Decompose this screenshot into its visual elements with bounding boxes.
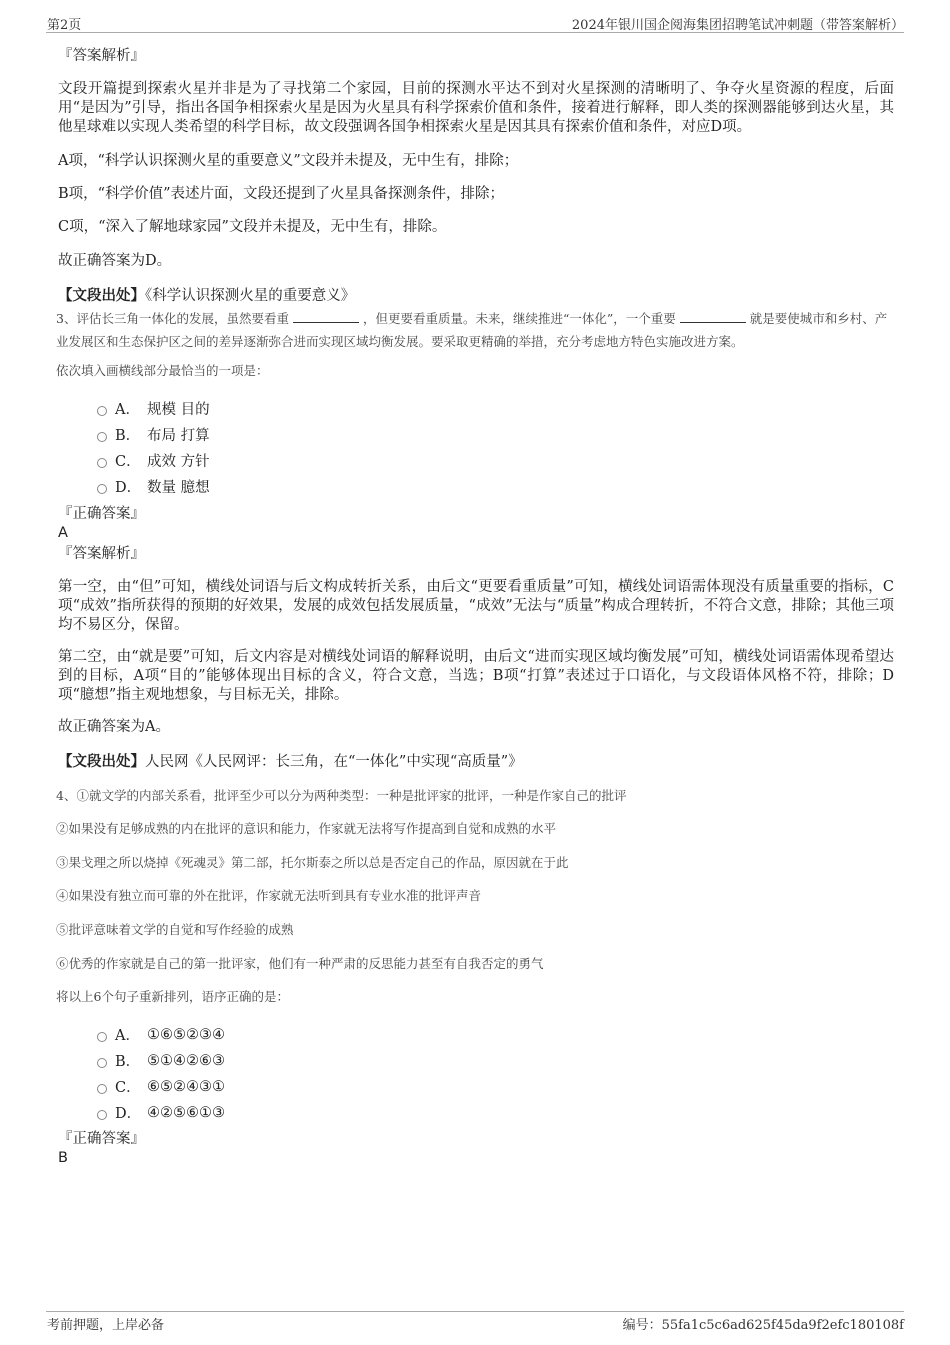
q3-source-text: 人民网《人民网评：长三角，在“一体化”中实现“高质量”》	[145, 754, 523, 770]
q3-option-a[interactable]	[97, 398, 210, 419]
q4-option-d[interactable]	[97, 1102, 225, 1123]
radio-icon[interactable]	[97, 484, 107, 494]
q4-option-d-text: ④②⑤⑥①③	[147, 1104, 225, 1121]
q4-option-b[interactable]	[97, 1050, 225, 1071]
q3-option-b[interactable]	[97, 424, 210, 445]
q4-option-b-letter: B．	[115, 1054, 141, 1070]
q3-option-d-letter: D．	[115, 480, 142, 496]
q3-option-b-text: 布局 打算	[147, 428, 210, 444]
q3-blank-1	[293, 310, 359, 323]
q3-option-a-letter: A．	[115, 402, 140, 418]
q3-conclusion: 故正确答案为A。	[58, 719, 170, 735]
q2-source	[58, 286, 355, 306]
q4-option-b-text: ⑤①④②⑥③	[147, 1052, 225, 1069]
q2-analysis-label: 『答案解析』	[58, 48, 145, 64]
q2-conclusion: 故正确答案为D。	[58, 253, 172, 269]
q3-option-a-text: 规模 目的	[147, 402, 210, 418]
q3-option-c-text: 成效 方针	[147, 454, 210, 470]
q3-answer-label: 『正确答案』	[58, 506, 145, 522]
q3-stem-part2: ，但更要看重质量。未来，继续推进“一体化”，一个重要	[362, 311, 676, 326]
radio-icon[interactable]	[97, 1032, 107, 1042]
q4-option-a[interactable]	[97, 1024, 225, 1045]
radio-icon[interactable]	[97, 458, 107, 468]
q4-option-c-text: ⑥⑤②④③①	[147, 1078, 225, 1095]
q2-source-text: 《科学认识探测火星的重要意义》	[145, 288, 356, 304]
q4-sentence-6: ⑥优秀的作家就是自己的第一批评家，他们有一种严肃的反思能力甚至有自我否定的勇气	[56, 956, 544, 971]
radio-icon[interactable]	[97, 1110, 107, 1120]
q3-blank-2	[680, 310, 746, 323]
q4-option-a-text: ①⑥⑤②③④	[147, 1026, 225, 1043]
q4-option-d-letter: D．	[115, 1106, 142, 1122]
q3-option-d-text: 数量 臆想	[147, 480, 210, 496]
q3-stem-part1: 3、评估长三角一体化的发展，虽然要看重	[56, 311, 289, 326]
q4-option-c-letter: C．	[115, 1080, 141, 1096]
q3-prompt: 依次填入画横线部分最恰当的一项是：	[56, 363, 269, 378]
q3-answer: A	[58, 525, 68, 541]
q4-sentence-2: ②如果没有足够成熟的内在批评的意识和能力，作家就无法将写作提高到自觉和成熟的水平	[56, 821, 557, 836]
q4-answer-label: 『正确答案』	[58, 1131, 145, 1147]
header-divider	[46, 32, 904, 33]
q3-source-label: 【文段出处】	[58, 753, 145, 770]
q4-sentence-1: 4、①就文学的内部关系看，批评至少可以分为两种类型：一种是批评家的批评，一种是作家自己的批评	[56, 788, 627, 803]
q3-analysis-p2: 第二空，由“就是要”可知，后文内容是对横线处词语的解释说明，由后文“进而实现区域均衡发展”可知，横线处词语需体现希望达到的目标，A项“目的”能够体现出目标的含义，符合文意，当选；B项“打算”表述过于口语化，与文段语体风格不符，排除；D项“臆想”指主观地想象，与目标无关，排除。	[58, 649, 894, 703]
q3-option-c[interactable]	[97, 450, 210, 471]
radio-icon[interactable]	[97, 1084, 107, 1094]
q4-option-a-letter: A．	[115, 1028, 140, 1044]
q4-sentence-5: ⑤批评意味着文学的自觉和写作经验的成熟	[56, 922, 294, 937]
q3-stem	[56, 307, 896, 353]
q3-source	[58, 752, 523, 772]
q4-option-c[interactable]	[97, 1076, 225, 1097]
document-title: 2024年银川国企阅海集团招聘笔试冲刺题（带答案解析）	[571, 18, 904, 33]
q4-sentence-4: ④如果没有独立而可靠的外在批评，作家就无法听到具有专业水准的批评声音	[56, 888, 482, 903]
q4-answer: B	[58, 1150, 68, 1166]
q3-analysis-p1: 第一空，由“但”可知，横线处词语与后文构成转折关系，由后文“更要看重质量”可知，横线处词语需体现没有质量重要的指标，C项“成效”指所获得的预期的好效果，发展的成效包括发展质量，“成效”无法与“质量”构成合理转折，不符合文意，排除；其他三项均不易区分，保留。	[58, 579, 894, 633]
page-number: 第2页	[47, 18, 82, 33]
footer-slogan: 考前押题，上岸必备	[47, 1318, 165, 1333]
q2-option-c-note: C项，“深入了解地球家园”文段并未提及，无中生有，排除。	[58, 219, 447, 235]
q3-option-d[interactable]	[97, 476, 210, 497]
q2-option-b-note: B项，“科学价值”表述片面，文段还提到了火星具备探测条件，排除；	[58, 186, 504, 202]
q3-option-c-letter: C．	[115, 454, 141, 470]
q3-analysis-label: 『答案解析』	[58, 546, 145, 562]
footer-divider	[46, 1311, 904, 1312]
radio-icon[interactable]	[97, 1058, 107, 1068]
q3-stem-part3: 就是要使城市和乡村、产业发展区和生态保护区之间的差异逐渐弥合进而实现区域均衡发展。要采取更精确的举措，充分考虑地方特色实施改进方案。	[56, 311, 888, 349]
radio-icon[interactable]	[97, 432, 107, 442]
q2-option-a-note: A项，“科学认识探测火星的重要意义”文段并未提及，无中生有，排除；	[58, 153, 519, 169]
q4-prompt: 将以上6个句子重新排列，语序正确的是：	[56, 989, 289, 1004]
q2-source-label: 【文段出处】	[58, 287, 145, 304]
q2-analysis-text: 文段开篇提到探索火星并非是为了寻找第二个家园，目前的探测水平达不到对火星探测的清晰明了、争夺火星资源的程度，后面用“是因为”引导，指出各国争相探索火星是因为火星具有科学探索价值和条件，接着进行解释，即人类的探测器能够到达火星，其他星球难以实现人类希望的科学目标，故文段强调各国争相探索火星是因其具有探索价值和条件，对应D项。	[58, 81, 894, 135]
radio-icon[interactable]	[97, 406, 107, 416]
q3-option-b-letter: B．	[115, 428, 141, 444]
q4-sentence-3: ③果戈理之所以烧掉《死魂灵》第二部，托尔斯泰之所以总是否定自己的作品，原因就在于此	[56, 855, 569, 870]
footer-document-id: 编号：55fa1c5c6ad625f45da9f2efc180108f	[622, 1318, 904, 1333]
